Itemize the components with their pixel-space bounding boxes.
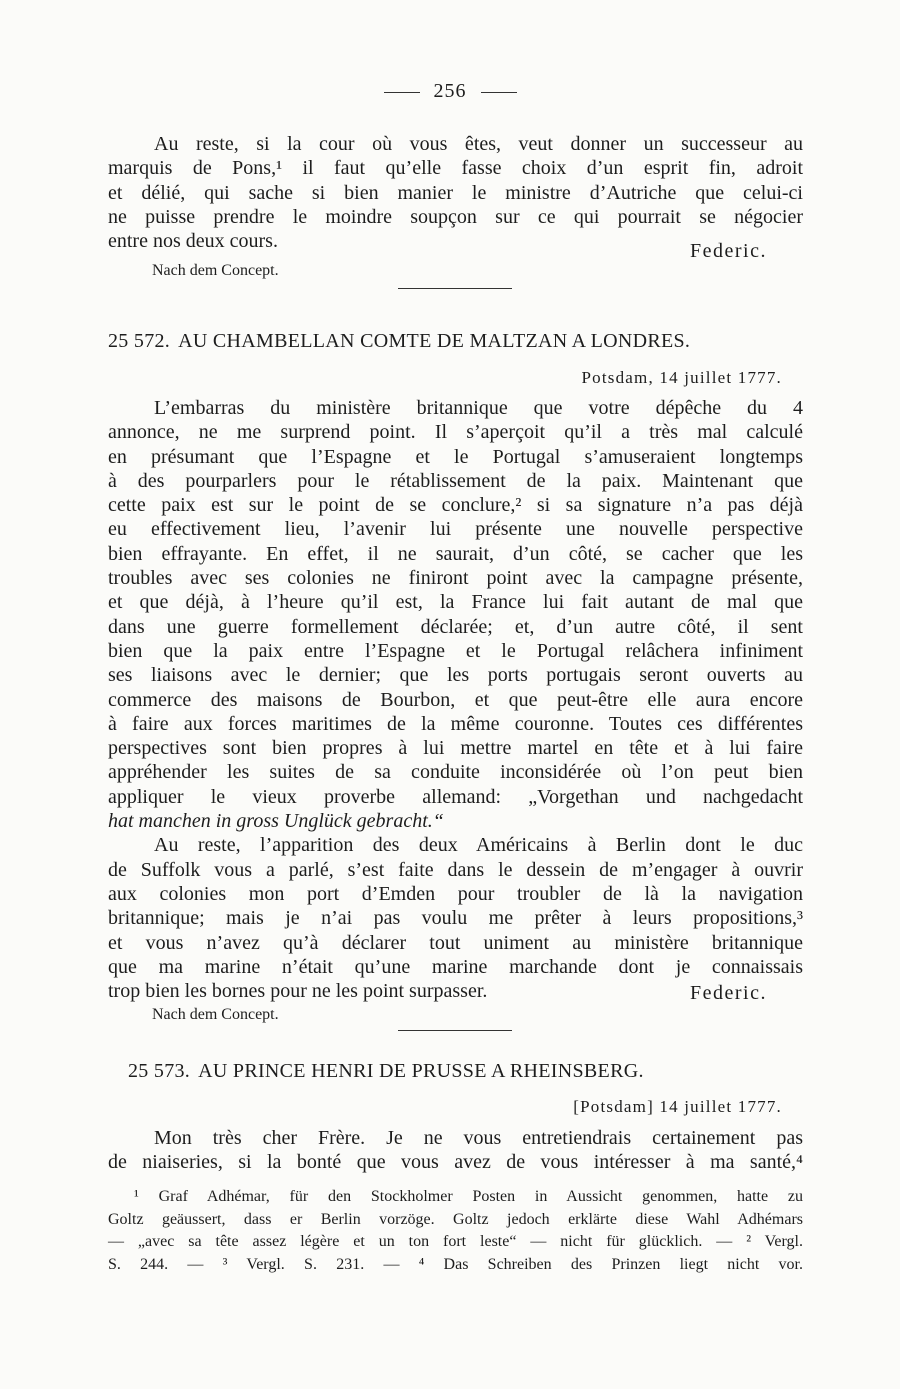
header-dash-right: [481, 92, 517, 93]
text-line: hat manchen in gross Unglück gebracht.“: [108, 810, 444, 833]
text-line: britannique; mais je n’ai pas voulu me prêter à leurs propositions,³: [108, 907, 803, 930]
text-line: marquis de Pons,¹ il faut qu’elle fasse choix d’un esprit fin, adroit: [108, 157, 803, 180]
letter-heading: [128, 1060, 828, 1083]
text-line: et délié, qui sache si bien manier le ministre d’Autriche que celui-ci: [108, 181, 803, 204]
paragraph: [108, 833, 803, 1003]
text-line: ses liaisons avec le dernier; que les ports portugais seront ouverts au: [108, 664, 803, 687]
section-divider: [398, 1030, 512, 1031]
text-line: Mon très cher Frère. Je ne vous entretiendrais certainement pas: [154, 1127, 803, 1149]
text-line: appréhender les suites de sa conduite inconsidérée où l’on peut bien: [108, 761, 803, 784]
text-line: Au reste, l’apparition des deux Américains à Berlin dont le duc: [154, 834, 803, 857]
text-line: eu effectivement lieu, l’avenir lui présente une nouvelle perspective: [108, 518, 803, 541]
text-line: bien que la paix entre l’Espagne et le Portugal relâchera infiniment: [108, 639, 803, 662]
text-line: dans une guerre formellement déclarée; et, d’un autre côté, il sent: [108, 615, 803, 638]
intro-paragraph: [108, 132, 803, 253]
paragraph: [108, 396, 803, 833]
text-line: bien effrayante. En effet, il ne saurait, d’un côté, se cacher que les: [108, 542, 803, 565]
text-line: ne puisse prendre le moindre soupçon sur ce qui pourrait se négocier: [108, 205, 803, 228]
letter-heading: [108, 330, 808, 353]
letter-title: AU PRINCE HENRI DE PRUSSE A RHEINSBERG.: [198, 1060, 644, 1082]
text-line: perspectives sont bien propres à lui mettre martel en tête et à lui faire: [108, 737, 803, 760]
signature: Federic.: [690, 982, 767, 1004]
text-line: à faire aux forces maritimes de la même couronne. Toutes ces différentes: [108, 712, 803, 735]
text-line: Au reste, si la cour où vous êtes, veut donner un successeur au: [154, 133, 803, 155]
footnote-line: — „avec sa tête assez légère et un ton fort leste“ — nicht für glücklich. — ² Vergl.: [108, 1233, 803, 1250]
text-line: trop bien les bornes pour ne les point surpasser.: [108, 980, 488, 1003]
page-header: [0, 80, 900, 103]
letter-body: [108, 396, 803, 1003]
text-line: de Suffolk vous a parlé, s’est faite dans le dessein de m’engager à ouvrir: [108, 858, 803, 881]
letter-dateline: Potsdam, 14 juillet 1777.: [581, 368, 782, 387]
text-line: aux colonies mon port d’Emden pour troubler de là la navigation: [108, 882, 803, 905]
text-line: que ma marine n’était qu’une marine marchande dont je connaissais: [108, 955, 803, 978]
footnote-line: S. 244. — ³ Vergl. S. 231. — ⁴ Das Schreiben des Prinzen liegt nicht vor.: [108, 1255, 803, 1273]
text-line: et vous n’avez qu’à déclarer tout uniment au ministère britannique: [108, 931, 803, 954]
footnote-line: ¹ Graf Adhémar, für den Stockholmer Posten in Aussicht genommen, hatte zu: [134, 1188, 803, 1205]
text-line: de niaiseries, si la bonté que vous avez de vous intéresser à ma santé,⁴: [108, 1151, 803, 1174]
page-number: 256: [433, 80, 467, 102]
text-line: entre nos deux cours.: [108, 230, 278, 253]
text-line: commerce des maisons de Bourbon, et que peut-être elle aura encore: [108, 688, 803, 711]
header-dash-left: [384, 92, 420, 93]
letter-dateline: [Potsdam] 14 juillet 1777.: [573, 1097, 782, 1116]
footnotes: [108, 1186, 803, 1276]
section-divider: [398, 288, 512, 289]
letter-number: 25 573.: [128, 1060, 191, 1082]
letter-number: 25 572.: [108, 330, 171, 352]
source-note: Nach dem Concept.: [152, 262, 279, 279]
text-line: à des pourparlers pour le rétablissement de la paix. Maintenant que: [108, 469, 803, 492]
signature: Federic.: [690, 240, 767, 262]
paragraph: [108, 1126, 803, 1175]
text-line: annonce, ne me surprend point. Il s’aperçoit qu’il a très mal calculé: [108, 421, 803, 444]
text-line: L’embarras du ministère britannique que votre dépêche du 4: [154, 397, 803, 419]
letter-body: [108, 1126, 803, 1175]
text-line: appliquer le vieux proverbe allemand: „Vorgethan und nachgedacht: [108, 785, 803, 808]
text-line: cette paix est sur le point de se conclure,² si sa signature n’a pas déjà: [108, 494, 803, 517]
letter-title: AU CHAMBELLAN COMTE DE MALTZAN A LONDRES.: [178, 330, 691, 352]
text-line: et que déjà, à l’heure qu’il est, la France lui fait autant de mal que: [108, 591, 803, 614]
source-note: Nach dem Concept.: [152, 1006, 279, 1023]
footnote-line: Goltz geäussert, dass er Berlin vorzöge. Goltz jedoch erklärte diese Wahl Adhémars: [108, 1210, 803, 1228]
text-line: troubles avec ses colonies ne finiront point avec la campagne présente,: [108, 567, 803, 590]
text-line: en présumant que l’Espagne et le Portugal s’amuseraient longtemps: [108, 445, 803, 468]
